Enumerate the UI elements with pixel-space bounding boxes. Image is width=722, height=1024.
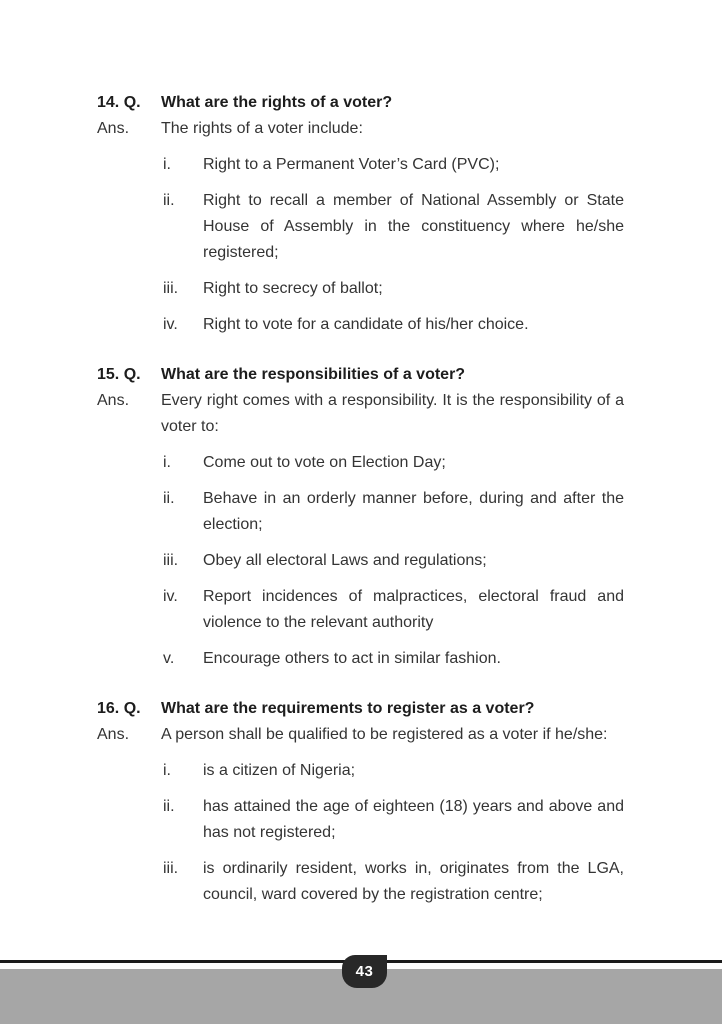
qa-block-14	[97, 90, 624, 338]
question-text: What are the rights of a voter?	[161, 94, 393, 111]
list-item	[163, 548, 624, 574]
answer-label: Ans.	[97, 120, 130, 137]
item-marker: i.	[163, 762, 171, 779]
item-marker: i.	[163, 454, 171, 471]
answer-label: Ans.	[97, 726, 130, 743]
item-marker: v.	[163, 650, 175, 667]
item-text: is ordinarily resident, works in, originates from the LGA, council, ward covered by the registration centre;	[203, 860, 624, 903]
answer-items	[163, 450, 624, 672]
item-text: is a citizen of Nigeria;	[203, 762, 356, 779]
item-text: Obey all electoral Laws and regulations;	[203, 552, 487, 569]
question-row	[97, 696, 624, 722]
item-text: Right to vote for a candidate of his/her choice.	[203, 316, 529, 333]
item-marker: iii.	[163, 860, 179, 877]
item-marker: ii.	[163, 192, 175, 209]
question-number: 14. Q.	[97, 94, 141, 111]
item-marker: iv.	[163, 588, 178, 605]
item-marker: ii.	[163, 490, 175, 507]
item-text: Right to secrecy of ballot;	[203, 280, 383, 297]
page-number: 43	[355, 963, 374, 980]
item-text: Right to recall a member of National Assembly or State House of Assembly in the constituency where he/she registered;	[203, 192, 624, 261]
question-text: What are the responsibilities of a voter?	[161, 366, 466, 383]
answer-items	[163, 152, 624, 338]
answer-items	[163, 758, 624, 908]
item-marker: iii.	[163, 280, 179, 297]
list-item	[163, 646, 624, 672]
answer-row	[97, 116, 624, 142]
list-item	[163, 856, 624, 908]
item-text: Behave in an orderly manner before, during and after the election;	[203, 490, 624, 533]
list-item	[163, 450, 624, 476]
answer-label: Ans.	[97, 392, 130, 409]
list-item	[163, 312, 624, 338]
item-text: has attained the age of eighteen (18) years and above and has not registered;	[203, 798, 624, 841]
qa-block-16	[97, 696, 624, 908]
page-content	[97, 90, 624, 908]
item-text: Come out to vote on Election Day;	[203, 454, 446, 471]
answer-intro: Every right comes with a responsibility. It is the responsibility of a voter to:	[161, 392, 624, 435]
question-text: What are the requirements to register as a voter?	[161, 700, 535, 717]
item-text: Right to a Permanent Voter’s Card (PVC);	[203, 156, 500, 173]
list-item	[163, 486, 624, 538]
answer-intro: The rights of a voter include:	[161, 120, 363, 137]
list-item	[163, 152, 624, 178]
question-number: 16. Q.	[97, 700, 141, 717]
list-item	[163, 188, 624, 266]
item-marker: iv.	[163, 316, 178, 333]
question-number: 15. Q.	[97, 366, 141, 383]
list-item	[163, 794, 624, 846]
item-text: Encourage others to act in similar fashion.	[203, 650, 501, 667]
item-text: Report incidences of malpractices, electoral fraud and violence to the relevant authority	[203, 588, 624, 631]
answer-row	[97, 388, 624, 440]
item-marker: iii.	[163, 552, 179, 569]
list-item	[163, 584, 624, 636]
question-row	[97, 362, 624, 388]
item-marker: ii.	[163, 798, 175, 815]
question-row	[97, 90, 624, 116]
list-item	[163, 758, 624, 784]
page-number-badge	[342, 955, 387, 988]
answer-intro: A person shall be qualified to be registered as a voter if he/she:	[161, 726, 608, 743]
list-item	[163, 276, 624, 302]
item-marker: i.	[163, 156, 171, 173]
answer-row	[97, 722, 624, 748]
qa-block-15	[97, 362, 624, 672]
